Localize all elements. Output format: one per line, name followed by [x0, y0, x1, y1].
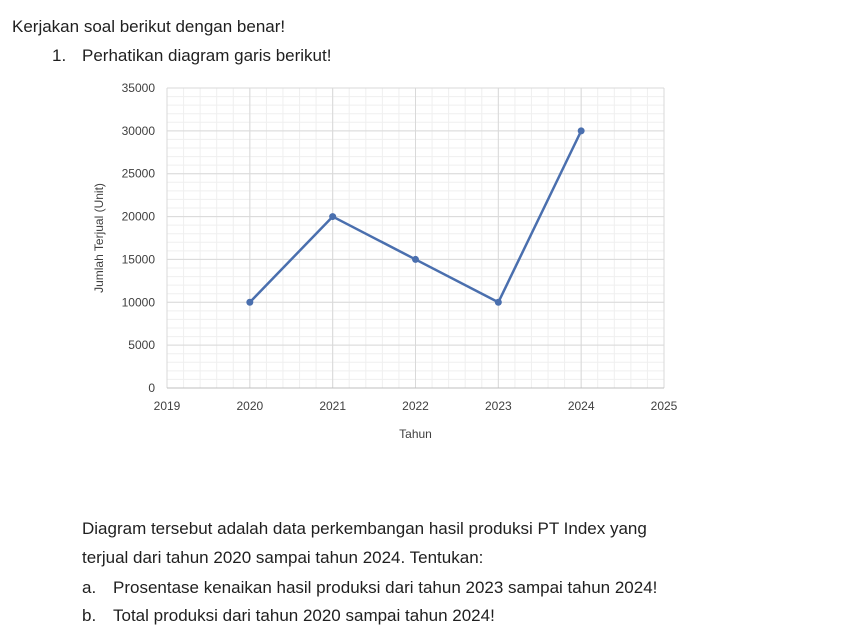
item-a-text: Prosentase kenaikan hasil produksi dari tahun 2023 sampai tahun 2024!	[113, 578, 658, 597]
y-tick-label: 0	[148, 381, 155, 395]
item-b-text: Total produksi dari tahun 2020 sampai tahun 2024!	[113, 606, 495, 625]
data-point	[412, 256, 419, 263]
description-line-2: terjual dari tahun 2020 sampai tahun 2024. Tentukan:	[82, 548, 484, 567]
x-tick-label: 2019	[153, 399, 181, 413]
description-line-1: Diagram tersebut adalah data perkembangan hasil produksi PT Index yang	[82, 519, 647, 538]
y-tick-label: 10000	[121, 295, 155, 310]
x-tick-label: 2025	[650, 399, 678, 413]
y-tick-label: 30000	[121, 123, 155, 138]
x-tick-label: 2022	[402, 399, 429, 413]
item-b-marker: b.	[82, 606, 97, 625]
data-point	[495, 299, 502, 306]
x-tick-label: 2024	[567, 399, 595, 413]
data-point	[329, 213, 336, 220]
x-tick-label: 2020	[236, 399, 264, 413]
instruction-text: Kerjakan soal berikut dengan benar!	[12, 17, 286, 36]
question-number: 1.	[52, 46, 67, 65]
x-tick-label: 2023	[484, 399, 512, 413]
y-tick-label: 20000	[121, 209, 155, 224]
y-tick-label: 15000	[121, 252, 155, 267]
question-text: Perhatikan diagram garis berikut!	[82, 46, 332, 65]
y-tick-label: 25000	[121, 166, 155, 181]
data-point	[578, 127, 585, 134]
x-axis-title: Tahun	[399, 427, 432, 441]
line-chart	[85, 72, 685, 462]
y-tick-label: 5000	[128, 338, 155, 353]
x-tick-label: 2021	[319, 399, 347, 413]
y-axis-title: Jumlah Terjual (Unit)	[92, 183, 106, 293]
item-a-marker: a.	[82, 578, 97, 597]
y-tick-label: 35000	[121, 81, 155, 95]
data-point	[246, 299, 253, 306]
